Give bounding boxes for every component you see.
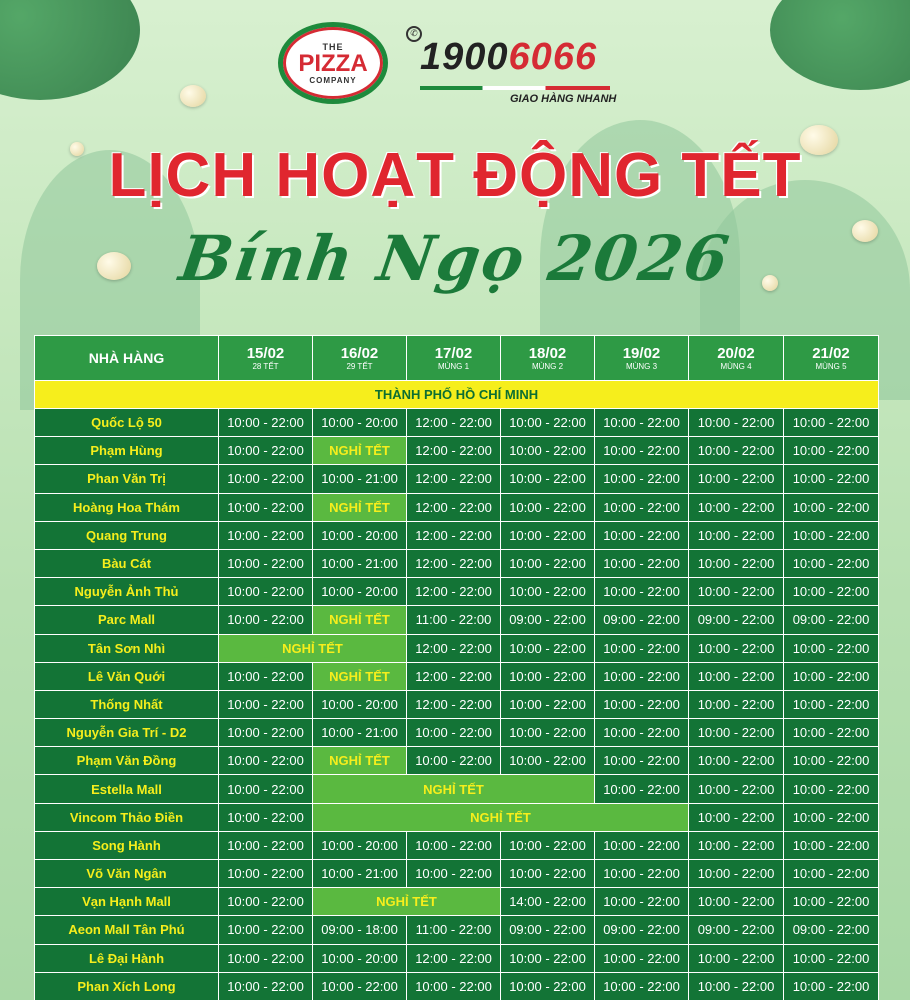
hours-cell: 10:00 - 22:00 (407, 831, 501, 859)
hours-cell: 10:00 - 22:00 (219, 578, 313, 606)
hours-cell: 10:00 - 22:00 (784, 409, 879, 437)
hours-cell: 10:00 - 22:00 (784, 578, 879, 606)
restaurant-name: Aeon Mall Tân Phú (35, 916, 219, 944)
hours-cell: 14:00 - 22:00 (501, 888, 595, 916)
header-date: 15/02 (246, 345, 285, 362)
header-day (595, 336, 689, 381)
hours-cell: 10:00 - 22:00 (219, 493, 313, 521)
hours-cell: 10:00 - 22:00 (407, 972, 501, 1000)
hours-cell: 10:00 - 22:00 (784, 493, 879, 521)
table-row (35, 465, 879, 493)
hours-cell: 10:00 - 20:00 (313, 578, 407, 606)
restaurant-name: Vincom Thảo Điền (35, 803, 219, 831)
hours-cell: 10:00 - 22:00 (595, 719, 689, 747)
table-row (35, 634, 879, 662)
hours-cell: 12:00 - 22:00 (407, 578, 501, 606)
header-date: 21/02 (812, 345, 850, 362)
hours-cell: 10:00 - 22:00 (219, 549, 313, 577)
header-day (407, 336, 501, 381)
hours-cell: 10:00 - 22:00 (219, 409, 313, 437)
closed-cell: NGHỈ TẾT (313, 747, 407, 775)
table-row (35, 831, 879, 859)
hours-cell: 09:00 - 22:00 (784, 606, 879, 634)
header-day (501, 336, 595, 381)
hours-cell: 10:00 - 22:00 (313, 972, 407, 1000)
hours-cell: 10:00 - 22:00 (219, 888, 313, 916)
closed-cell: NGHỈ TẾT (313, 493, 407, 521)
hours-cell: 10:00 - 22:00 (784, 775, 879, 803)
lotus-seed-decoration (180, 85, 206, 107)
table-row (35, 888, 879, 916)
closed-cell: NGHỈ TẾT (313, 888, 501, 916)
hours-cell: 10:00 - 22:00 (219, 465, 313, 493)
table-row (35, 747, 879, 775)
hours-cell: 10:00 - 21:00 (313, 719, 407, 747)
hours-cell: 10:00 - 22:00 (689, 634, 784, 662)
closed-cell: NGHỈ TẾT (313, 775, 595, 803)
restaurant-name: Võ Văn Ngân (35, 860, 219, 888)
table-row (35, 409, 879, 437)
table-header-row (35, 336, 879, 381)
hours-cell: 10:00 - 22:00 (219, 606, 313, 634)
hours-cell: 10:00 - 22:00 (595, 944, 689, 972)
delivery-tagline: GIAO HÀNG NHANH (510, 93, 617, 105)
hours-cell: 09:00 - 22:00 (784, 916, 879, 944)
hours-cell: 10:00 - 22:00 (501, 690, 595, 718)
hours-cell: 12:00 - 22:00 (407, 493, 501, 521)
hours-cell: 12:00 - 22:00 (407, 521, 501, 549)
hours-cell: 10:00 - 22:00 (501, 521, 595, 549)
hours-cell: 10:00 - 22:00 (595, 549, 689, 577)
closed-cell: NGHỈ TẾT (313, 437, 407, 465)
table-row (35, 662, 879, 690)
hours-cell: 10:00 - 22:00 (689, 719, 784, 747)
hours-cell: 10:00 - 22:00 (501, 549, 595, 577)
hours-cell: 10:00 - 22:00 (689, 549, 784, 577)
city-name: THÀNH PHỐ HỒ CHÍ MINH (35, 381, 879, 409)
hours-cell: 10:00 - 20:00 (313, 690, 407, 718)
table-row (35, 972, 879, 1000)
closed-cell: NGHỈ TẾT (219, 634, 407, 662)
hours-cell: 10:00 - 22:00 (689, 860, 784, 888)
hours-cell: 12:00 - 22:00 (407, 549, 501, 577)
hours-cell: 10:00 - 22:00 (595, 409, 689, 437)
hours-cell: 10:00 - 22:00 (219, 662, 313, 690)
hours-cell: 10:00 - 22:00 (407, 719, 501, 747)
hours-cell: 10:00 - 22:00 (501, 944, 595, 972)
hours-cell: 10:00 - 20:00 (313, 521, 407, 549)
lotus-leaf-decoration (770, 0, 910, 90)
hours-cell: 10:00 - 22:00 (219, 803, 313, 831)
logo-text-main: PIZZA (298, 49, 368, 77)
table-row (35, 719, 879, 747)
restaurant-name: Bàu Cát (35, 549, 219, 577)
hours-cell: 10:00 - 22:00 (784, 662, 879, 690)
hours-cell: 10:00 - 22:00 (689, 578, 784, 606)
restaurant-name: Hoàng Hoa Thám (35, 493, 219, 521)
hours-cell: 10:00 - 22:00 (689, 972, 784, 1000)
table-row (35, 437, 879, 465)
hours-cell: 12:00 - 22:00 (407, 409, 501, 437)
hours-cell: 10:00 - 22:00 (501, 860, 595, 888)
restaurant-name: Nguyễn Gia Trí - D2 (35, 719, 219, 747)
hours-cell: 10:00 - 22:00 (595, 775, 689, 803)
hours-cell: 10:00 - 22:00 (784, 465, 879, 493)
hours-cell: 10:00 - 22:00 (784, 747, 879, 775)
hours-cell: 10:00 - 22:00 (784, 521, 879, 549)
hotline-stripe (420, 86, 610, 90)
hours-cell: 10:00 - 22:00 (784, 719, 879, 747)
hours-cell: 10:00 - 20:00 (313, 831, 407, 859)
restaurant-name: Phạm Văn Đồng (35, 747, 219, 775)
restaurant-name: Lê Đại Hành (35, 944, 219, 972)
restaurant-name: Estella Mall (35, 775, 219, 803)
hours-cell: 10:00 - 22:00 (219, 972, 313, 1000)
hours-cell: 12:00 - 22:00 (407, 944, 501, 972)
header-day (313, 336, 407, 381)
header-date: 18/02 (528, 345, 567, 362)
hours-cell: 12:00 - 22:00 (407, 437, 501, 465)
hours-cell: 10:00 - 22:00 (407, 860, 501, 888)
hours-cell: 10:00 - 22:00 (501, 493, 595, 521)
hours-cell: 10:00 - 22:00 (595, 465, 689, 493)
header-lunar: MÙNG 2 (531, 362, 564, 371)
hours-cell: 10:00 - 22:00 (595, 662, 689, 690)
hours-cell: 10:00 - 22:00 (689, 831, 784, 859)
hours-cell: 10:00 - 22:00 (501, 662, 595, 690)
hotline-part1: 1900 (420, 36, 509, 78)
closed-cell: NGHỈ TẾT (313, 803, 689, 831)
header-date: 20/02 (717, 345, 755, 362)
hours-cell: 09:00 - 22:00 (595, 606, 689, 634)
hours-cell: 10:00 - 22:00 (501, 747, 595, 775)
hours-cell: 10:00 - 22:00 (689, 775, 784, 803)
table-row (35, 606, 879, 634)
hours-cell: 10:00 - 22:00 (595, 634, 689, 662)
table-row (35, 549, 879, 577)
hours-cell: 10:00 - 22:00 (689, 690, 784, 718)
hours-cell: 10:00 - 22:00 (784, 860, 879, 888)
restaurant-name: Phan Xích Long (35, 972, 219, 1000)
restaurant-name: Phạm Hùng (35, 437, 219, 465)
hours-cell: 09:00 - 22:00 (595, 916, 689, 944)
header-lunar: MÙNG 3 (625, 362, 658, 371)
hours-cell: 10:00 - 22:00 (689, 465, 784, 493)
table-row (35, 578, 879, 606)
hours-cell: 10:00 - 22:00 (595, 578, 689, 606)
hours-cell: 10:00 - 22:00 (501, 831, 595, 859)
hours-cell: 10:00 - 22:00 (501, 409, 595, 437)
hotline-part2: 6066 (508, 36, 598, 78)
table-row (35, 493, 879, 521)
hours-cell: 10:00 - 21:00 (313, 860, 407, 888)
restaurant-name: Nguyễn Ảnh Thủ (35, 578, 219, 606)
hours-cell: 10:00 - 22:00 (219, 521, 313, 549)
header-lunar: 29 TẾT (346, 362, 373, 371)
hours-cell: 10:00 - 22:00 (689, 888, 784, 916)
header-lunar: 28 TẾT (252, 362, 279, 371)
header-day (689, 336, 784, 381)
hours-cell: 10:00 - 20:00 (313, 409, 407, 437)
hours-cell: 10:00 - 22:00 (784, 831, 879, 859)
header-lunar: MÙNG 5 (815, 362, 847, 371)
restaurant-name: Parc Mall (35, 606, 219, 634)
table-row (35, 775, 879, 803)
restaurant-name: Quang Trung (35, 521, 219, 549)
hours-cell: 10:00 - 22:00 (689, 747, 784, 775)
hours-cell: 10:00 - 22:00 (219, 831, 313, 859)
header-day (219, 336, 313, 381)
restaurant-name: Song Hành (35, 831, 219, 859)
hours-cell: 10:00 - 22:00 (689, 803, 784, 831)
table-row (35, 690, 879, 718)
header-lunar: MÙNG 1 (437, 362, 470, 371)
hours-cell: 10:00 - 22:00 (784, 690, 879, 718)
hours-cell: 12:00 - 22:00 (407, 634, 501, 662)
hours-cell: 10:00 - 22:00 (501, 634, 595, 662)
hours-cell: 10:00 - 22:00 (219, 437, 313, 465)
hours-cell: 10:00 - 20:00 (313, 944, 407, 972)
hours-cell: 10:00 - 22:00 (784, 437, 879, 465)
hours-cell: 10:00 - 22:00 (595, 747, 689, 775)
phone-icon: ✆ (406, 26, 422, 42)
hours-cell: 10:00 - 21:00 (313, 549, 407, 577)
logo-text-bottom: COMPANY (309, 75, 357, 85)
hours-cell: 10:00 - 22:00 (784, 549, 879, 577)
hours-cell: 10:00 - 22:00 (689, 437, 784, 465)
table-row (35, 916, 879, 944)
table-row (35, 803, 879, 831)
table-row (35, 944, 879, 972)
hours-cell: 11:00 - 22:00 (407, 606, 501, 634)
restaurant-name: Vạn Hạnh Mall (35, 888, 219, 916)
header-day (784, 336, 879, 381)
closed-cell: NGHỈ TẾT (313, 662, 407, 690)
city-row (35, 381, 879, 409)
restaurant-name: Quốc Lộ 50 (35, 409, 219, 437)
hours-cell: 09:00 - 22:00 (689, 606, 784, 634)
header-date: 19/02 (622, 345, 661, 362)
hours-cell: 10:00 - 22:00 (689, 944, 784, 972)
hours-cell: 10:00 - 22:00 (501, 437, 595, 465)
hours-cell: 10:00 - 22:00 (501, 972, 595, 1000)
hours-cell: 10:00 - 22:00 (595, 690, 689, 718)
hotline-number[interactable] (420, 36, 620, 79)
hours-cell: 12:00 - 22:00 (407, 662, 501, 690)
hours-cell: 10:00 - 22:00 (784, 972, 879, 1000)
page-title: LỊCH HOẠT ĐỘNG TẾT (108, 141, 802, 210)
hours-cell: 10:00 - 22:00 (784, 944, 879, 972)
hours-cell: 09:00 - 22:00 (501, 606, 595, 634)
hours-cell: 10:00 - 22:00 (501, 465, 595, 493)
logo-text-top: THE (322, 41, 344, 52)
hours-cell: 10:00 - 22:00 (407, 747, 501, 775)
restaurant-name: Lê Văn Quới (35, 662, 219, 690)
hours-cell: 10:00 - 22:00 (689, 662, 784, 690)
hours-cell: 10:00 - 22:00 (219, 690, 313, 718)
hours-cell: 10:00 - 22:00 (219, 944, 313, 972)
hours-cell: 10:00 - 22:00 (219, 747, 313, 775)
hours-cell: 10:00 - 22:00 (595, 831, 689, 859)
hours-cell: 09:00 - 18:00 (313, 916, 407, 944)
hours-cell: 11:00 - 22:00 (407, 916, 501, 944)
hours-cell: 10:00 - 22:00 (219, 860, 313, 888)
pizza-company-logo (278, 22, 388, 104)
table-row (35, 521, 879, 549)
hours-cell: 10:00 - 22:00 (219, 775, 313, 803)
hours-cell: 09:00 - 22:00 (689, 916, 784, 944)
header-restaurant: NHÀ HÀNG (35, 336, 219, 381)
hours-cell: 10:00 - 22:00 (595, 521, 689, 549)
header-lunar: MÙNG 4 (720, 362, 752, 371)
lotus-leaf-decoration (0, 0, 140, 100)
header-date: 17/02 (434, 345, 473, 362)
header-date: 16/02 (340, 345, 379, 362)
hours-cell: 10:00 - 22:00 (219, 719, 313, 747)
hours-cell: 12:00 - 22:00 (407, 465, 501, 493)
hours-cell: 10:00 - 22:00 (784, 888, 879, 916)
hours-cell: 10:00 - 22:00 (595, 860, 689, 888)
hours-cell: 10:00 - 22:00 (595, 493, 689, 521)
hours-cell: 12:00 - 22:00 (407, 690, 501, 718)
hours-cell: 10:00 - 22:00 (595, 972, 689, 1000)
restaurant-name: Phan Văn Trị (35, 465, 219, 493)
schedule-table (34, 335, 879, 1000)
table-row (35, 860, 879, 888)
hours-cell: 10:00 - 22:00 (689, 521, 784, 549)
restaurant-name: Thống Nhất (35, 690, 219, 718)
page-subtitle: Bính Ngọ 2026 (175, 222, 735, 295)
hours-cell: 10:00 - 22:00 (595, 888, 689, 916)
hours-cell: 10:00 - 22:00 (784, 803, 879, 831)
hours-cell: 10:00 - 22:00 (595, 437, 689, 465)
hours-cell: 10:00 - 22:00 (219, 916, 313, 944)
hours-cell: 10:00 - 22:00 (689, 493, 784, 521)
hours-cell: 10:00 - 22:00 (689, 409, 784, 437)
restaurant-name: Tân Sơn Nhì (35, 634, 219, 662)
hours-cell: 10:00 - 22:00 (501, 578, 595, 606)
hours-cell: 10:00 - 22:00 (501, 719, 595, 747)
hours-cell: 09:00 - 22:00 (501, 916, 595, 944)
closed-cell: NGHỈ TẾT (313, 606, 407, 634)
hours-cell: 10:00 - 21:00 (313, 465, 407, 493)
hours-cell: 10:00 - 22:00 (784, 634, 879, 662)
